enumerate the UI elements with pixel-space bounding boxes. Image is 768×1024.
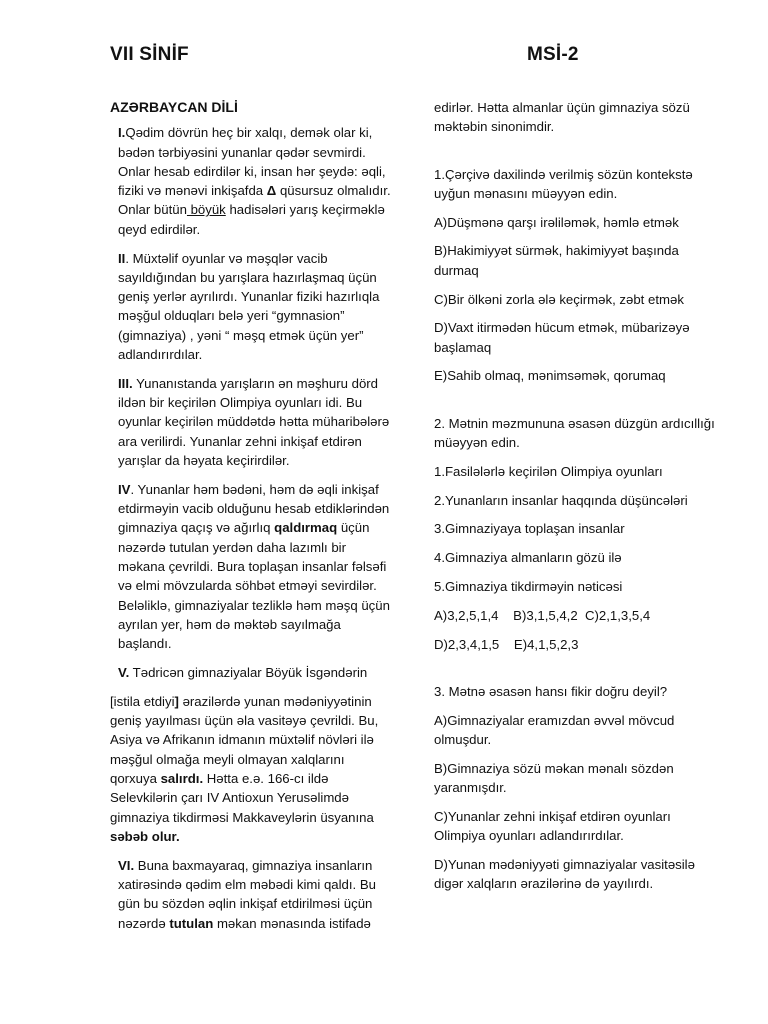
paragraph-text: Buna baxmayaraq, gimnaziya insanların xatirəsində qədim elm məbədi kimi qaldı. Bu gün bu sözdən əqlin inkişaf etdirilməsi üçün nəzərdə	[118, 857, 377, 931]
question-2	[434, 414, 724, 654]
answer-option[interactable]: B)Hakimiyyət sürmək, hakimiyyət başında durmaq	[434, 243, 679, 278]
delta-symbol: Δ	[266, 183, 277, 199]
question-text: 3. Mətnə əsasən hansı fikir doğru deyil?	[434, 683, 668, 699]
paragraph-text: Qədim dövrün heç bir xalqı, demək olar ki, bədən tərbiyəsini yunanlar qədər sevmirdi. Onlar hesab edirdilər ki, insan hər şeydə: əqli, fiziki və mənəvi inkişafda	[118, 125, 386, 199]
question-3	[434, 682, 724, 894]
paragraph-text: ərazilərdə yunan mədəniyyətinin geniş yayılması üçün əla vasitəyə çevrildi. Bu, Asiya və Afrikanın idmanın müxtəlif növləri ilə məşğul olmağa meyli olmayan xalqlarını qorxuya	[110, 693, 379, 786]
answer-options-row[interactable]: D)2,3,4,1,5 E)4,1,5,2,3	[434, 636, 579, 652]
paragraph-1	[110, 123, 392, 239]
paragraph-text: . Müxtəlif oyunlar və məşqlər vacib sayıldığından bu yarışlara hazırlaşmaq üçün geniş yerlər ayrılırdı. Yunanlar fiziki hazırlıqla məşğul olduqları belə yeri “gymnasion” (gimnaziya) , yəni “ məşq etmək üçün yer” adlandırırdılar.	[118, 250, 380, 363]
questions-column	[434, 98, 724, 903]
paragraph-text: Yunanıstanda yarışların ən məşhuru dörd ildən bir keçirilən Olimpiya oyunları idi. Bu oyunlar keçirilən müddətdə hətta müharibələrə ara verilirdi. Yunanlar zehni inkişaf etdirən yarışlar da həyata keçirirdilər.	[118, 375, 390, 469]
answer-option[interactable]: E)Sahib olmaq, mənimsəmək, qorumaq	[434, 368, 666, 384]
paragraph-text: Hətta e.ə. 166-cı ildə Selevkilərin çarı IV Antioxun Yerusəlimdə gimnaziya tikdirməsi Makkaveylərin üsyanına	[110, 771, 374, 825]
question-1	[434, 165, 724, 386]
answer-option[interactable]: D)Vaxt itirmədən hücum etmək, mübarizəyə başlamaq	[434, 320, 690, 355]
question-text: 1.Çərçivə daxilində verilmiş sözün kontekstə uyğun mənasını müəyyən edin.	[434, 166, 693, 201]
subject-title: AZƏRBAYCAN DİLİ	[110, 99, 238, 115]
paragraph-text: hadisələri yarış keçirməklə qeyd edirdilər.	[118, 202, 385, 237]
paragraph-3	[110, 374, 392, 470]
answer-option[interactable]: C)Bir ölkəni zorla ələ keçirmək, zəbt etmək	[434, 291, 684, 307]
answer-options-row[interactable]: A)3,2,5,1,4 B)3,1,5,4,2 C)2,1,3,5,4	[434, 607, 651, 623]
sequence-item: 1.Fasilələrlə keçirilən Olimpiya oyunları	[434, 463, 663, 479]
bold-word: səbəb olur.	[110, 828, 180, 844]
paragraph-text: qüsursuz olmalıdır. Onlar bütün	[118, 183, 391, 218]
paragraph-number: I.	[118, 125, 126, 141]
answer-option[interactable]: D)Yunan mədəniyyəti gimnaziyalar vasitəsilə digər xalqların ərazilərinə də yayılırdı.	[434, 857, 695, 892]
paragraph-5-continued	[110, 692, 392, 846]
bold-word: tutulan	[169, 915, 214, 931]
reading-text-column	[110, 98, 392, 942]
paragraph-number: III.	[118, 375, 133, 391]
paragraph-text: Tədricən gimnaziyalar Böyük İsgəndərin	[129, 665, 368, 681]
paragraph-4	[110, 480, 392, 654]
text-continuation: edirlər. Hətta almanlar üçün gimnaziya sözü məktəbin sinonimdir.	[434, 100, 690, 135]
paragraph-number: II	[118, 250, 126, 266]
exam-code: MSİ-2	[527, 44, 579, 65]
answer-option[interactable]: A)Düşmənə qarşı irəliləmək, həmlə etmək	[434, 214, 679, 230]
answer-option[interactable]: C)Yunanlar zehni inkişaf etdirən oyunları Olimpiya oyunları adlandırırdılar.	[434, 808, 671, 844]
sequence-item: 4.Gimnaziya almanların gözü ilə	[434, 550, 622, 566]
sequence-item: 2.Yunanların insanlar haqqında düşüncələri	[434, 492, 688, 508]
bracket: ]	[174, 693, 179, 709]
sequence-item: 3.Gimnaziyaya toplaşan insanlar	[434, 521, 625, 537]
answer-option[interactable]: B)Gimnaziya sözü məkan mənalı sözdən yaranmışdır.	[434, 760, 674, 796]
paragraph-number: VI.	[118, 857, 135, 873]
paragraph-text: [istila etdiyi	[110, 693, 175, 709]
paragraph-5	[110, 663, 392, 682]
bold-word: salırdı.	[160, 771, 204, 786]
paragraph-text: üçün nəzərdə tutulan yerdən daha lazımlı bir məkana çevrildi. Bura toplaşan insanlar fəlsəfi və elmi mövzularda söhbət etməyi sevirdilər. Beləliklə, gimnaziyalar tezliklə həm məşq üçün ayrılan yer, həm də məktəb sayılmağa başlandı.	[118, 520, 390, 652]
question-text: 2. Mətnin məzmununa əsasən düzgün ardıcıllığı müəyyən edin.	[434, 415, 715, 451]
sequence-item: 5.Gimnaziya tikdirməyin nəticəsi	[434, 579, 623, 595]
paragraph-6	[110, 856, 392, 933]
paragraph-number: V.	[118, 665, 130, 681]
framed-word: böyük	[186, 202, 226, 218]
paragraph-number: IV	[118, 481, 131, 497]
paragraph-2	[110, 249, 392, 365]
paragraph-text: . Yunanlar həm bədəni, həm də əqli inkişaf etdirməyin vacib olduğunu hesab etdiklərindən gimnaziya qaçış və ağırlıq	[118, 481, 390, 536]
bold-word: qaldırmaq	[274, 520, 338, 536]
answer-option[interactable]: A)Gimnaziyalar eramızdan əvvəl mövcud olmuşdur.	[434, 712, 675, 748]
grade-heading: VII SİNİF	[110, 44, 189, 65]
paragraph-text: məkan mənasında istifadə	[213, 915, 371, 931]
